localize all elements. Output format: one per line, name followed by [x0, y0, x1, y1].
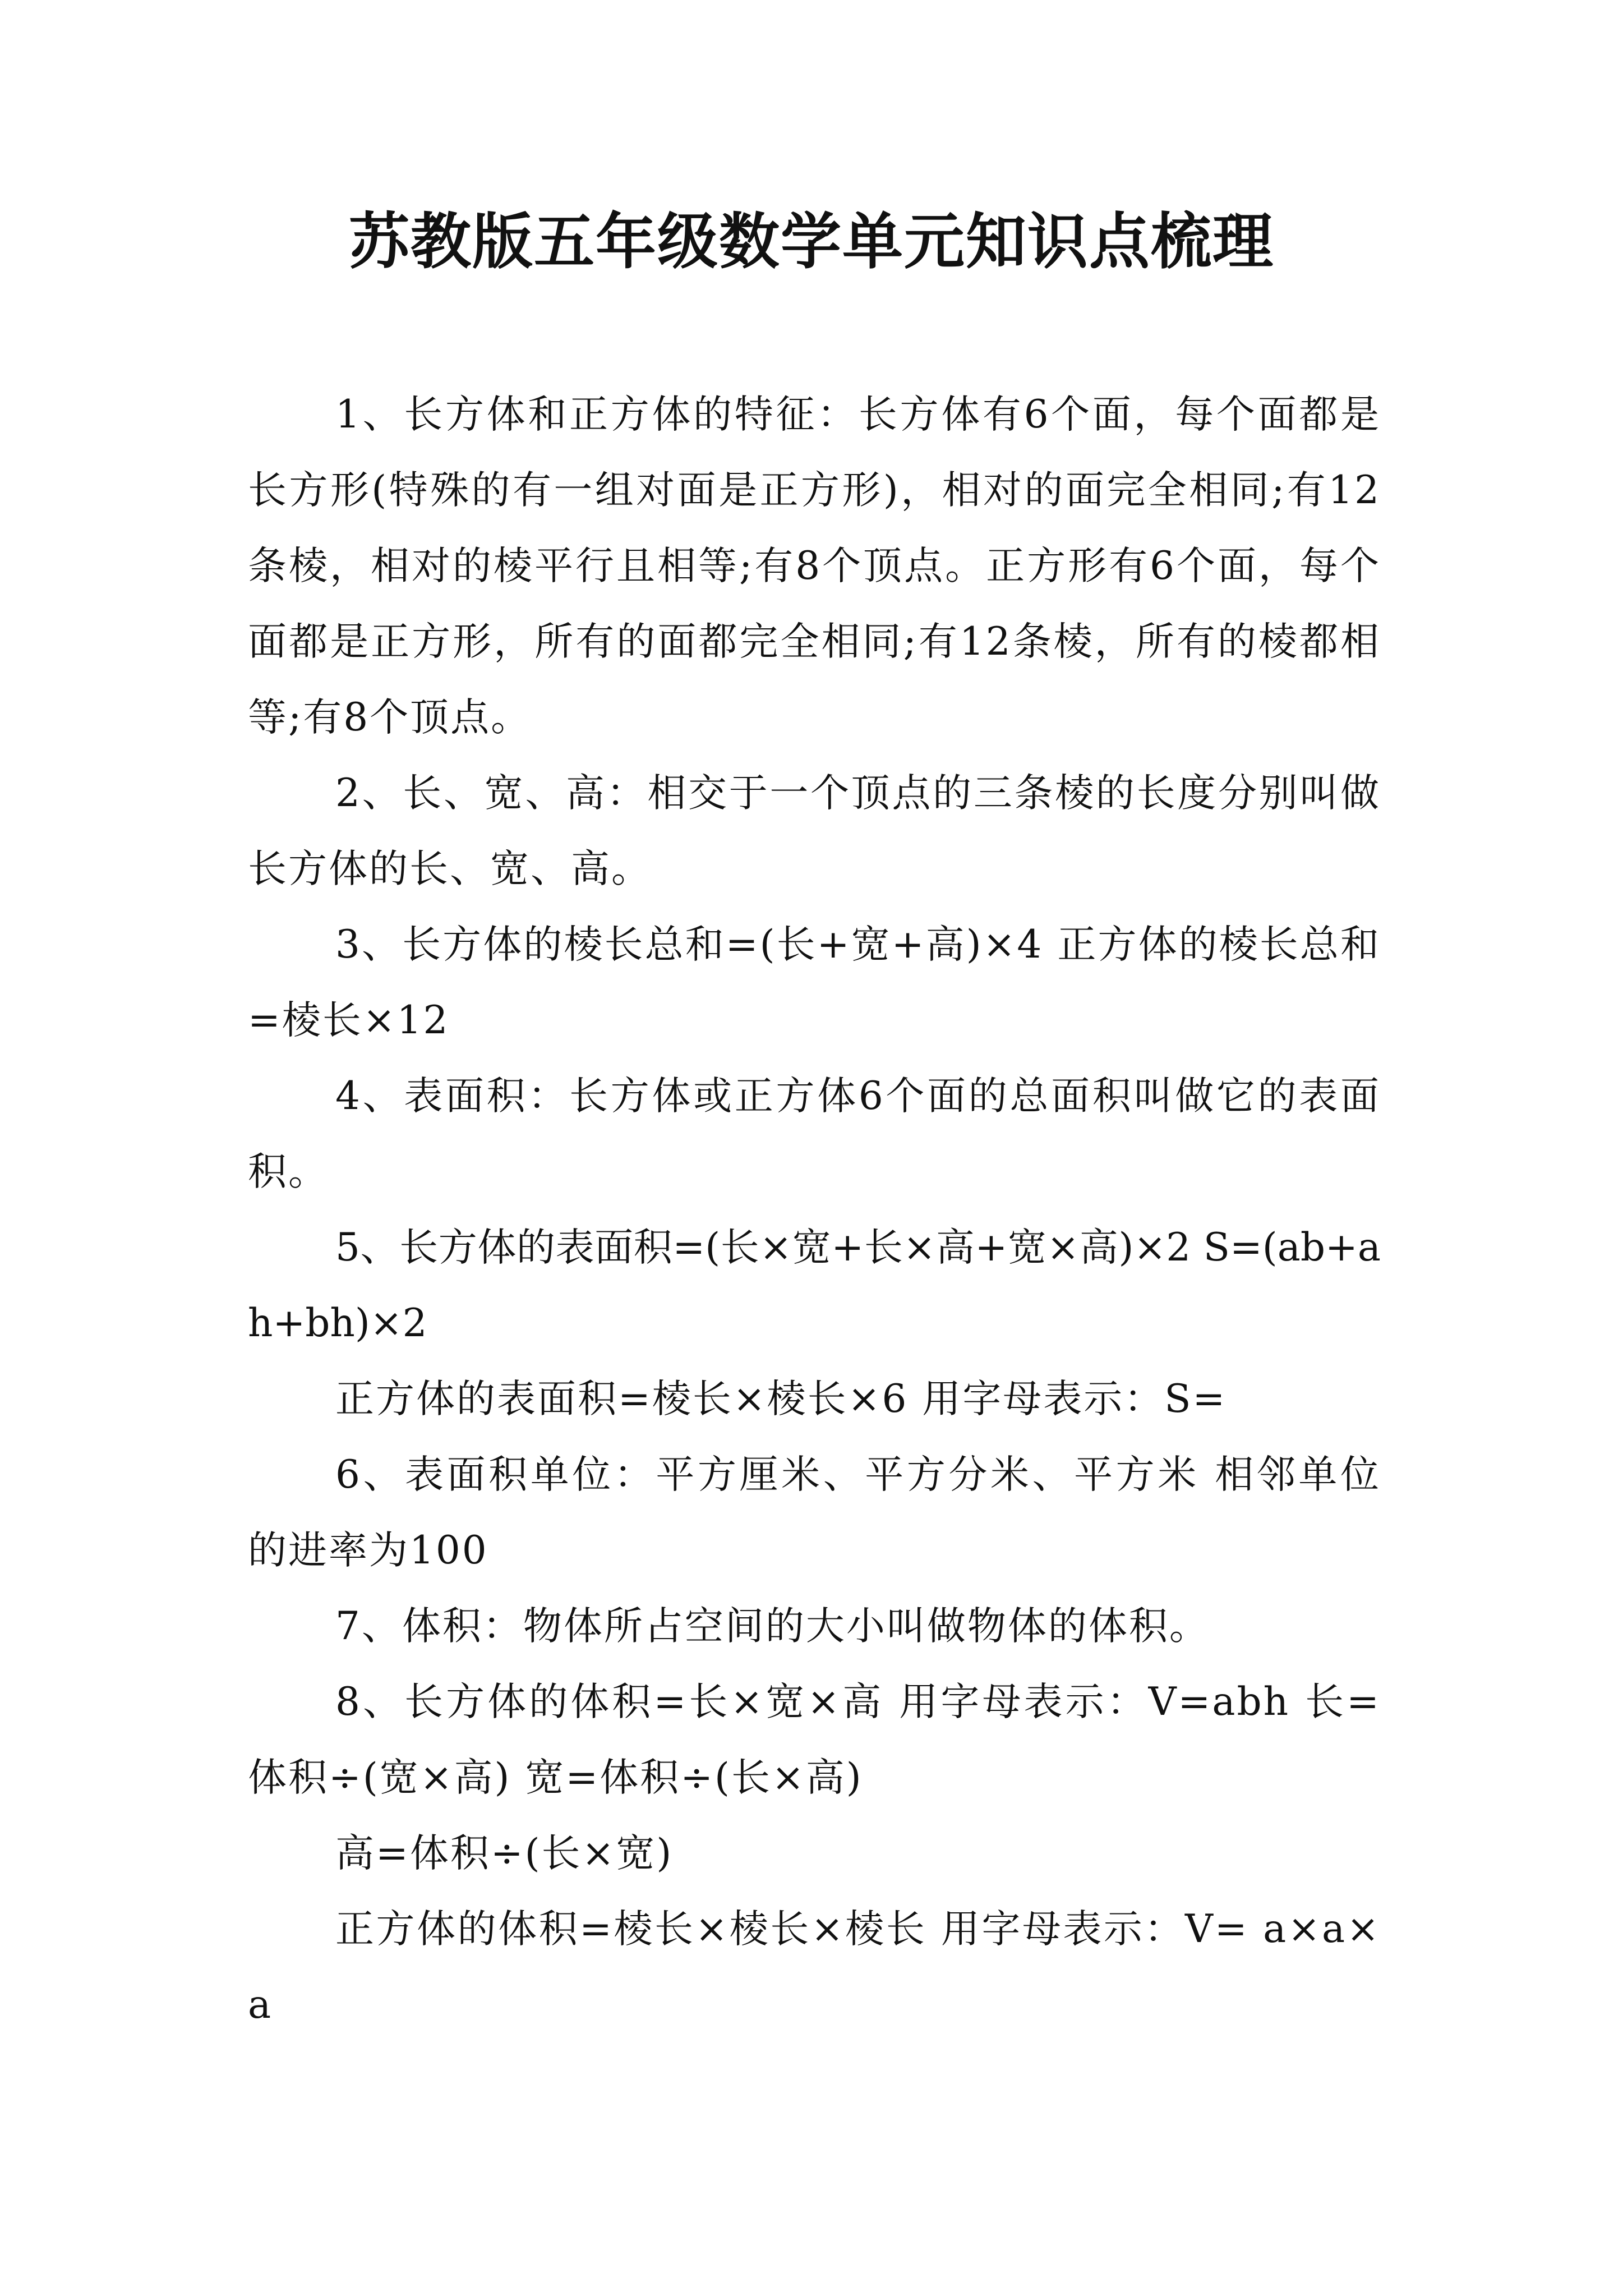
paragraph-5-cube-surface-area: 正方体的表面积=棱长×棱长×6 用字母表示：S=	[335, 1377, 1227, 1421]
document-title: 苏教版五年级数学单元知识点梳理	[348, 206, 1274, 277]
paragraph-7-volume-def: 7、体积：物体所占空间的大小叫做物体的体积。	[335, 1604, 1210, 1649]
paragraph-4-surface-area-def: 4、表面积：长方体或正方体6个面的总面积叫做它的表面积。	[248, 1074, 1381, 1194]
paragraph-3-edge-sum: 3、长方体的棱长总和=(长+宽+高)×4 正方体的棱长总和=棱长×12	[248, 922, 1381, 1043]
paragraph-1-features: 1、长方体和正方体的特征：长方体有6个面，每个面都是长方形(特殊的有一组对面是正方形)，相对的面完全相同;有12条棱，相对的棱平行且相等;有8个顶点。正方形有6个面，每个面都是正方形，所有的面都完全相同;有12条棱，所有的棱都相等;有8个顶点。	[248, 392, 1381, 740]
paragraph-5-cuboid-surface-area: 5、长方体的表面积=(长×宽+长×高+宽×高)×2 S=(ab+ah+bh)×2	[248, 1225, 1381, 1346]
paragraph-8-cuboid-volume: 8、长方体的体积=长×宽×高 用字母表示：V=abh 长=体积÷(宽×高) 宽=体积÷(长×高)	[248, 1680, 1381, 1800]
paragraph-6-area-units: 6、表面积单位：平方厘米、平方分米、平方米 相邻单位的进率为100	[248, 1452, 1381, 1573]
paragraph-2-dimensions: 2、长、宽、高：相交于一个顶点的三条棱的长度分别叫做长方体的长、宽、高。	[248, 771, 1381, 891]
paragraph-8-height-formula: 高=体积÷(长×宽)	[335, 1831, 674, 1876]
document-body	[248, 377, 1381, 2043]
paragraph-8-cube-volume: 正方体的体积=棱长×棱长×棱长 用字母表示：V= a×a×a	[248, 1907, 1381, 2027]
